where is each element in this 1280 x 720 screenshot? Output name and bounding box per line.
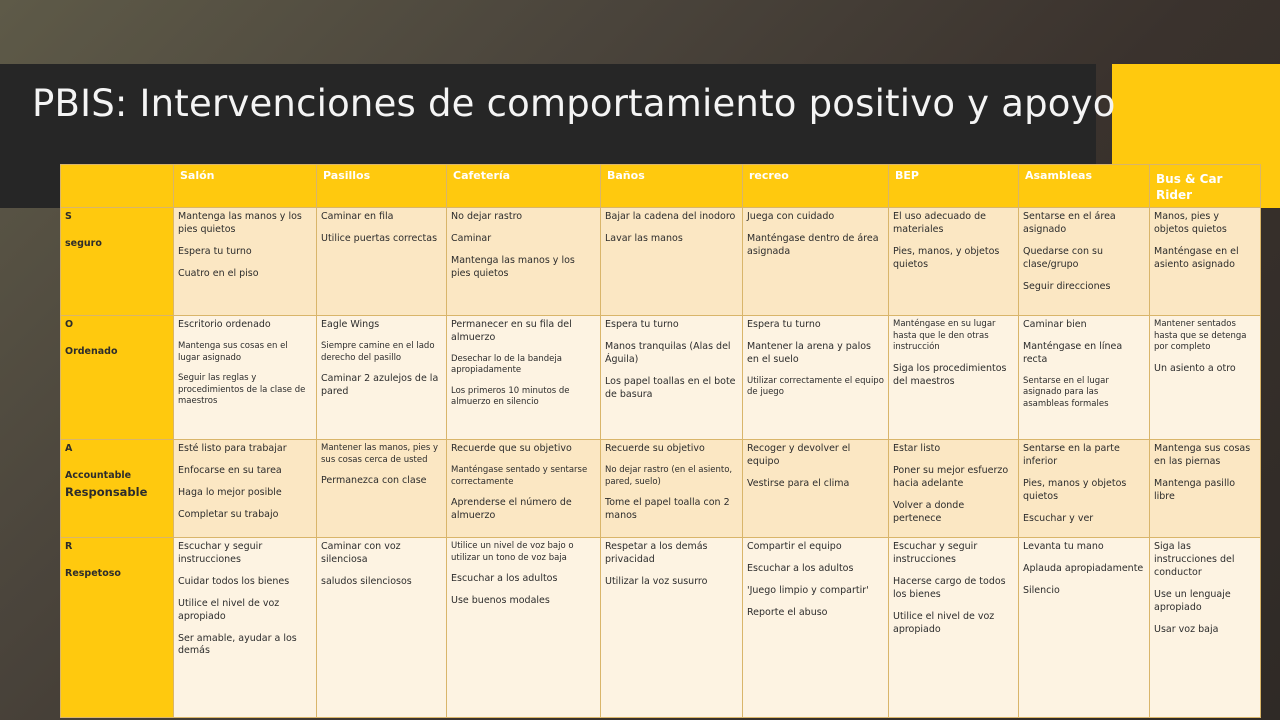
cell-item: 'Juego limpio y compartir': [747, 585, 869, 597]
table-cell: [174, 440, 317, 538]
cell-item: Utilice el nivel de voz apropiado: [893, 610, 995, 635]
row-letter: S: [65, 211, 72, 223]
table-cell: [1150, 208, 1261, 316]
table-cell: [1150, 538, 1261, 718]
table-row: [61, 316, 1261, 440]
table-cell: [317, 538, 447, 718]
cell-item: Pies, manos, y objetos quietos: [893, 246, 1000, 270]
cell-item: Mantenga sus cosas en el lugar asignado: [178, 341, 288, 363]
cell-item: Mantener la arena y palos en el suelo: [747, 341, 872, 365]
column-header: Salón: [174, 165, 317, 208]
cell-item: Utilice un nivel de voz bajo o utilizar un tono de voz baja: [451, 541, 574, 563]
row-label: Respetoso: [65, 568, 121, 580]
cell-item: Desechar lo de la bandeja apropiadamente: [451, 354, 562, 376]
cell-item: Quedarse con su clase/grupo: [1023, 246, 1103, 270]
cell-item: Manos tranquilas (Alas del Águila): [605, 341, 731, 365]
table-cell: [317, 440, 447, 538]
cell-item: Manténgase en el asiento asignado: [1154, 246, 1239, 270]
cell-item: Silencio: [1023, 585, 1060, 597]
row-header-cell: [61, 316, 174, 440]
table-row: [61, 208, 1261, 316]
table-cell: [1019, 316, 1150, 440]
cell-item: Juega con cuidado: [747, 211, 835, 223]
cell-item: Recoger y devolver el equipo: [747, 443, 851, 468]
cell-item: saludos silenciosos: [321, 576, 412, 588]
table-cell: [601, 538, 743, 718]
cell-item: Esté listo para trabajar: [178, 443, 287, 455]
pbis-matrix-table: [60, 164, 1261, 718]
cell-item: Reporte el abuso: [747, 606, 828, 618]
row-header-cell: [61, 440, 174, 538]
cell-item: Sentarse en el área asignado: [1023, 211, 1116, 236]
cell-item: Seguir las reglas y procedimientos de la clase de maestros: [178, 373, 306, 407]
cell-item: Ser amable, ayudar a los demás: [178, 632, 297, 657]
cell-item: Los papel toallas en el bote de basura: [605, 375, 736, 400]
cell-item: Escuchar y seguir instrucciones: [178, 541, 263, 566]
table-cell: [601, 440, 743, 538]
column-header: Asambleas: [1019, 165, 1150, 208]
cell-item: Seguir direcciones: [1023, 280, 1111, 292]
cell-item: Espera tu turno: [178, 246, 252, 257]
cell-item: Mantener sentados hasta que se detenga por completo: [1154, 319, 1247, 353]
cell-item: Haga lo mejor posible: [178, 487, 282, 498]
table-cell: [889, 538, 1019, 718]
table-cell: [447, 538, 601, 718]
cell-item: Utilizar la voz susurro: [605, 576, 708, 588]
row-header-cell: [61, 208, 174, 316]
cell-item: Caminar 2 azulejos de la pared: [321, 373, 439, 397]
cell-item: Manos, pies y objetos quietos: [1154, 211, 1227, 236]
cell-item: Caminar en fila: [321, 211, 394, 223]
cell-item: Cuidar todos los bienes: [178, 576, 290, 588]
cell-item: Mantenga pasillo libre: [1154, 478, 1236, 502]
cell-item: Espera tu turno: [605, 319, 679, 331]
table-cell: [447, 208, 601, 316]
cell-item: No dejar rastro: [451, 211, 523, 223]
cell-item: Estar listo: [893, 443, 941, 455]
cell-item: Completar su trabajo: [178, 508, 279, 520]
cell-item: Mantenga sus cosas en las piernas: [1154, 443, 1251, 468]
table-cell: [174, 208, 317, 316]
cell-item: Lavar las manos: [605, 233, 683, 245]
cell-item: Permanecer en su fila del almuerzo: [451, 319, 572, 344]
table-cell: [743, 440, 889, 538]
cell-item: Poner su mejor esfuerzo hacia adelante: [893, 465, 1009, 489]
table-cell: [317, 316, 447, 440]
cell-item: Permanezca con clase: [321, 475, 427, 487]
cell-item: Siga las instrucciones del conductor: [1154, 541, 1235, 579]
cell-item: Sentarse en el lugar asignado para las asambleas formales: [1023, 375, 1109, 409]
cell-item: Caminar con voz silenciosa: [321, 541, 401, 566]
cell-item: Siga los procedimientos del maestros: [893, 362, 1007, 387]
table-cell: [601, 316, 743, 440]
table-cell: [889, 208, 1019, 316]
cell-item: Cuatro en el piso: [178, 267, 259, 279]
cell-item: Caminar bien: [1023, 319, 1087, 331]
column-header: Pasillos: [317, 165, 447, 208]
table-cell: [743, 208, 889, 316]
row-label: Accountable: [65, 470, 132, 482]
cell-item: Los primeros 10 minutos de almuerzo en silencio: [451, 385, 570, 408]
slide-title: PBIS: Intervenciones de comportamiento positivo y apoyo: [32, 82, 1116, 125]
cell-item: Recuerde su objetivo: [605, 443, 705, 455]
cell-item: Aprenderse el número de almuerzo: [451, 497, 572, 521]
cell-item: Respetar a los demás privacidad: [605, 541, 708, 566]
cell-item: Mantener las manos, pies y sus cosas cerca de usted: [321, 443, 439, 465]
row-label: seguro: [65, 238, 102, 250]
table-cell: [317, 208, 447, 316]
cell-item: Tome el papel toalla con 2 manos: [605, 497, 730, 521]
row-letter: R: [65, 541, 73, 553]
cell-item: El uso adecuado de materiales: [893, 211, 986, 236]
table-cell: [1019, 440, 1150, 538]
row-header-cell: [61, 538, 174, 718]
table-cell: [743, 316, 889, 440]
column-header: Cafetería: [447, 165, 601, 208]
cell-item: Vestirse para el clima: [747, 478, 850, 489]
table-cell: [1150, 440, 1261, 538]
cell-item: Sentarse en la parte inferior: [1023, 443, 1120, 468]
cell-item: Escuchar a los adultos: [451, 573, 558, 585]
cell-item: Un asiento a otro: [1154, 362, 1236, 374]
cell-item: Use un lenguaje apropiado: [1154, 588, 1231, 613]
cell-item: Utilizar correctamente el equipo de juego: [747, 375, 884, 398]
cell-item: Pies, manos y objetos quietos: [1023, 478, 1127, 502]
cell-item: Bajar la cadena del inodoro: [605, 211, 736, 223]
header-row: [61, 165, 1261, 208]
cell-item: Espera tu turno: [747, 319, 821, 331]
cell-item: Escuchar y ver: [1023, 512, 1094, 524]
table-cell: [174, 316, 317, 440]
table-cell: [1019, 538, 1150, 718]
cell-item: Escuchar y seguir instrucciones: [893, 541, 978, 566]
cell-item: Mantenga las manos y los pies quietos: [451, 255, 575, 279]
cell-item: Caminar: [451, 233, 492, 245]
cell-item: Escritorio ordenado: [178, 319, 271, 331]
cell-item: Escuchar a los adultos: [747, 563, 854, 575]
cell-item: Manténgase sentado y sentarse correctamente: [451, 465, 588, 487]
cell-item: Compartir el equipo: [747, 541, 842, 553]
row-letter: O: [65, 319, 74, 331]
cell-item: Enfocarse en su tarea: [178, 465, 282, 477]
cell-item: Recuerde que su objetivo: [451, 443, 572, 455]
column-header: recreo: [743, 165, 889, 208]
table-cell: [889, 440, 1019, 538]
cell-item: Manténgase dentro de área asignada: [747, 233, 879, 257]
cell-item: Utilice el nivel de voz apropiado: [178, 597, 280, 622]
column-header: Bus & Car Rider: [1150, 165, 1261, 208]
row-sublabel: Responsable: [65, 485, 148, 499]
cell-item: Use buenos modales: [451, 595, 550, 607]
cell-item: Mantenga las manos y los pies quietos: [178, 211, 302, 236]
cell-item: Manténgase en su lugar hasta que le den otras instrucción: [893, 319, 996, 353]
cell-item: Volver a donde pertenece: [893, 499, 965, 524]
row-letter: A: [65, 443, 73, 455]
cell-item: Utilice puertas correctas: [321, 233, 438, 245]
column-header: Baños: [601, 165, 743, 208]
table-cell: [447, 440, 601, 538]
cell-item: Aplauda apropiadamente: [1023, 563, 1144, 575]
cell-item: Manténgase en línea recta: [1023, 341, 1123, 365]
cell-item: Hacerse cargo de todos los bienes: [893, 576, 1006, 600]
table-cell: [1019, 208, 1150, 316]
table-cell: [743, 538, 889, 718]
table-cell: [1150, 316, 1261, 440]
cell-item: Levanta tu mano: [1023, 541, 1104, 553]
row-label: Ordenado: [65, 346, 118, 358]
cell-item: Usar voz baja: [1154, 623, 1219, 635]
table-row: [61, 440, 1261, 538]
cell-item: Eagle Wings: [321, 319, 380, 331]
table-cell: [447, 316, 601, 440]
cell-item: No dejar rastro (en el asiento, pared, suelo): [605, 465, 733, 487]
corner-header-cell: [61, 165, 174, 208]
cell-item: Siempre camine en el lado derecho del pasillo: [321, 341, 435, 363]
table-row: [61, 538, 1261, 718]
table-cell: [889, 316, 1019, 440]
table-cell: [174, 538, 317, 718]
table-cell: [601, 208, 743, 316]
column-header: BEP: [889, 165, 1019, 208]
